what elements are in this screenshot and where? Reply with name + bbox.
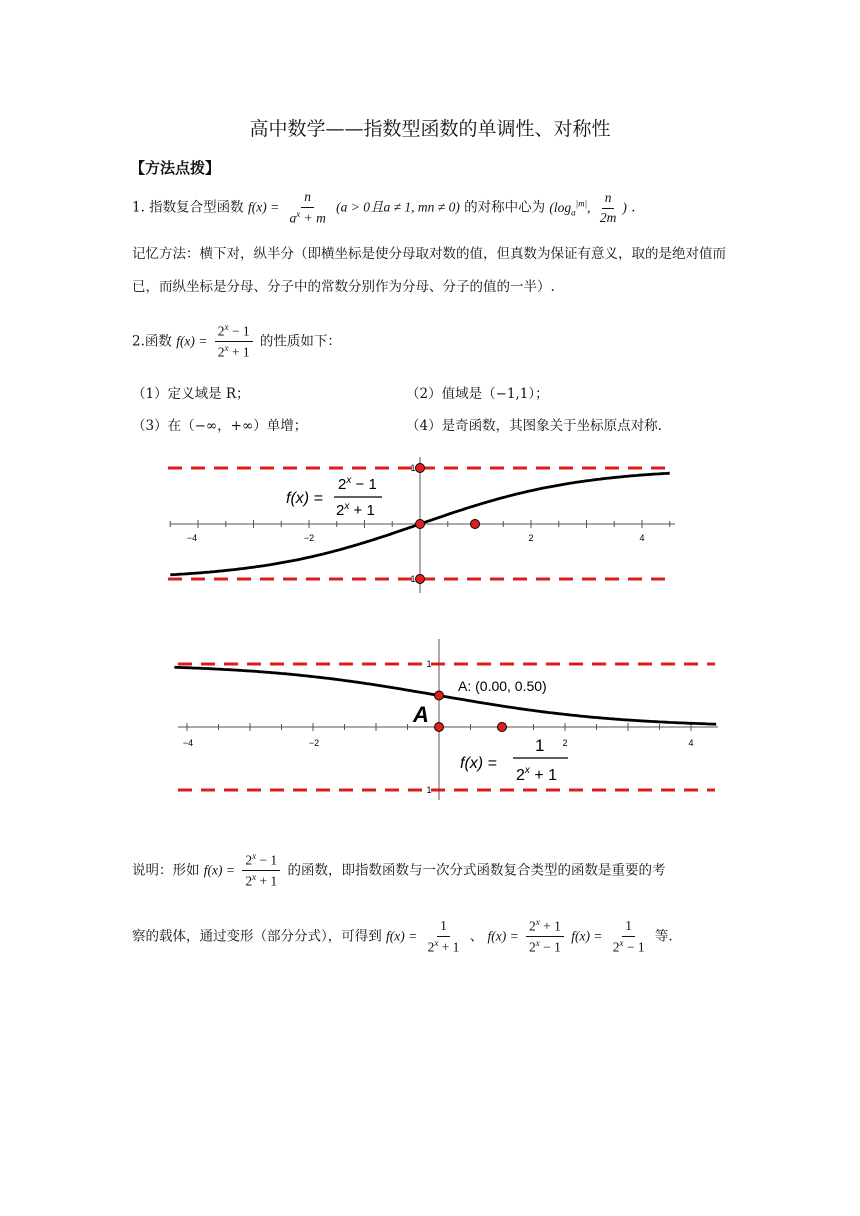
item-2-prefix: 2.函数 (132, 333, 172, 350)
point-a-name: A (413, 702, 429, 727)
y-tick-label: 1 (426, 785, 432, 795)
property-2: （2）值域是（−1,1）； (406, 386, 549, 402)
x-tick-label: 2 (562, 738, 568, 748)
point-a-coordinate: A: (0.00, 0.50) (458, 678, 547, 694)
memory-method: 记忆方法：横下对，纵半分（即横坐标是使分母取对数的值，但真数为保证有意义，取的是绝对值而已，而纵坐标是分母、分子中的常数分别作为分母、分子的值的一半）. (132, 246, 726, 295)
item-1 (132, 190, 635, 226)
item-2 (132, 323, 341, 361)
graph-2-label-numerator: 1 (535, 736, 545, 755)
x-tick-label: −2 (308, 738, 320, 748)
section-heading: 【方法点拨】 (130, 159, 221, 177)
x-tick-label: −2 (303, 533, 315, 543)
x-tick-label: −4 (182, 738, 194, 748)
explanation-line-1 (132, 852, 665, 890)
property-1: （1）定义域是 R； (132, 386, 250, 402)
item-1-numerator: n (301, 190, 314, 208)
x-tick-label: −4 (186, 533, 198, 543)
point-x1 (471, 520, 480, 529)
item-2-fraction (215, 323, 253, 361)
explanation-fraction-1: $\frac{2^x - 1}{2^x + 1}$ (242, 852, 280, 890)
graph-1-label-denominator: $2^x + 1$ (336, 501, 375, 519)
explanation-suffix: 的函数，即指数函数与一次分式函数复合类型的函数是重要的考 (287, 862, 666, 879)
variant-3-fraction: $\frac{1}{2^x - 1}$ (612, 917, 645, 955)
variant-3-lhs: f(x) = (571, 928, 603, 944)
item-2-numerator: $2^x - 1$ (215, 323, 253, 342)
point-a (435, 691, 444, 700)
variant-2-fraction: $\frac{2^x + 1}{2^x - 1}$ (526, 918, 564, 956)
property-3: （3）在（−∞，+∞）单增； (132, 418, 308, 434)
y-tick-label: 1 (410, 463, 416, 473)
explanation-p2-prefix: 察的载体，通过变形（部分分式），可得到 (132, 928, 382, 945)
graph-2 (170, 634, 720, 802)
variant-2-lhs: f(x) = (487, 928, 519, 944)
x-tick-label: 4 (639, 533, 645, 543)
item-2-f-lhs: f(x) = (176, 333, 208, 349)
point-y1 (416, 464, 425, 473)
explanation-line-2 (132, 918, 673, 956)
item-1-middle: 的对称中心为 (464, 199, 546, 216)
point-origin (435, 723, 444, 732)
item-1-center: ($\log_a^{|m|}$, $\frac{n}{2m}$ ) (549, 190, 627, 225)
item-1-center-fraction: $\frac{n}{2m}$ (599, 190, 617, 225)
item-1-f-lhs: f(x) = (247, 199, 280, 215)
x-tick-label: 2 (528, 533, 534, 543)
item-1-denominator: $a^x + m$ (289, 208, 326, 226)
y-tick-label: 1 (426, 659, 432, 669)
item-1-prefix: 1. 指数复合型函数 (132, 199, 244, 216)
function-curve (174, 667, 716, 724)
graph-1 (160, 455, 690, 595)
explanation-prefix: 说明：形如 (132, 862, 200, 879)
x-tick-label: 4 (688, 738, 694, 748)
explanation-f-lhs: f(x) = (203, 862, 236, 878)
point-x1 (498, 723, 507, 732)
point-y-neg1 (416, 575, 425, 584)
point-origin (416, 520, 425, 529)
item-1-condition: (a > 0且a ≠ 1, mn ≠ 0) (336, 199, 460, 215)
page-title: 高中数学——指数型函数的单调性、对称性 (249, 118, 611, 140)
property-4: （4）是奇函数，其图象关于坐标原点对称. (406, 418, 662, 434)
item-2-denominator: $2^x + 1$ (217, 343, 250, 360)
graph-2-label-denominator: $2^x + 1$ (516, 765, 558, 784)
graph-1-label-lhs: f(x) = (286, 490, 323, 507)
item-2-suffix: 的性质如下： (259, 333, 341, 350)
item-1-end: . (631, 199, 636, 216)
item-1-fraction (286, 190, 328, 226)
variant-1-fraction: $\frac{1}{2^x + 1}$ (427, 917, 460, 955)
explanation-end: 等. (654, 928, 673, 945)
graph-1-label-numerator: $2^x - 1$ (338, 475, 377, 493)
variant-1-lhs: f(x) = (386, 928, 418, 944)
graph-2-label-lhs: f(x) = (460, 755, 497, 772)
y-tick-label: 1 (410, 574, 416, 584)
separator: 、 (469, 928, 484, 945)
